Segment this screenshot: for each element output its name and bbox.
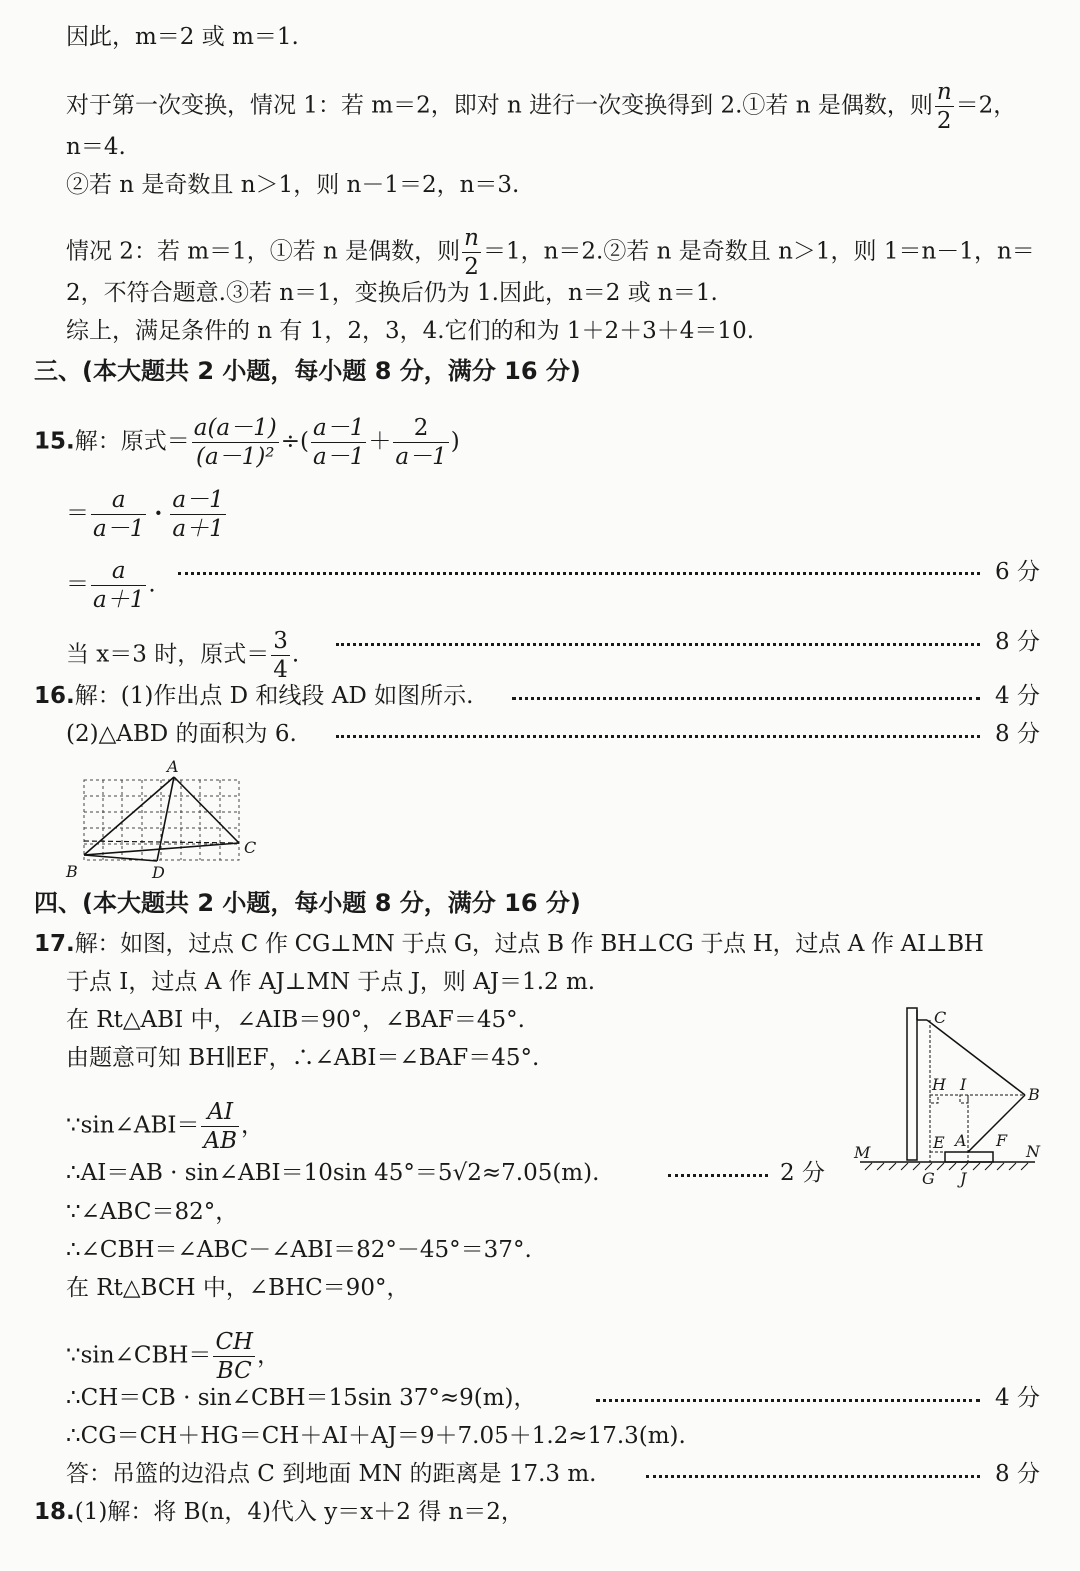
q14-line-4: ②若 n 是奇数且 n＞1，则 n－1＝2，n＝3.: [66, 172, 520, 198]
point-label-b: B: [66, 862, 78, 880]
q17-building-figure: [850, 1000, 1050, 1190]
fraction-denominator: 2: [464, 254, 479, 280]
q16-line-1: [34, 681, 473, 711]
q16-score-2: 8 分: [995, 721, 1040, 747]
comma: ，: [257, 1342, 281, 1369]
fraction-numerator: AI: [201, 1098, 239, 1127]
point-label-f: F: [996, 1131, 1008, 1150]
equals-sign: ＝: [66, 571, 89, 598]
period: .: [291, 641, 300, 668]
q17-score-2: 4 分: [995, 1385, 1040, 1411]
fraction-denominator: a＋1: [93, 587, 145, 613]
q15-line-2: [66, 486, 228, 543]
fraction-numerator: a: [91, 486, 146, 515]
q15-label: 15.: [34, 428, 75, 455]
q16-line-1-text: 解：(1)作出点 D 和线段 AD 如图所示.: [74, 683, 474, 709]
q15-fraction-6: [91, 557, 146, 614]
fraction-numerator: 2: [393, 414, 448, 443]
point-label-m: M: [854, 1143, 871, 1162]
q15-div-sign: ÷(: [280, 428, 310, 455]
q14-fraction-n-over-2-b: [462, 224, 481, 281]
equals-sign: ＝: [66, 500, 89, 527]
fraction-denominator: a－1: [93, 516, 145, 542]
q14-line-5: [66, 224, 1035, 281]
q17-line-7: ∵∠ABC＝82°，: [66, 1199, 239, 1225]
q15-fraction-1: [192, 414, 279, 471]
q15-line-1: [34, 414, 460, 471]
q15-close-paren: ): [450, 428, 460, 455]
q17-score-1: 2 分: [780, 1160, 825, 1186]
q17-line-10: [66, 1328, 280, 1385]
q14-line-2-text: 对于第一次变换，情况 1：若 m＝2，即对 n 进行一次变换得到 2.①若 n 是偶数，则: [66, 92, 933, 119]
point-label-g: G: [922, 1169, 935, 1188]
q17-line-12: ∴CG＝CH＋HG＝CH＋AI＋AJ＝9＋7.05＋1.2≈17.3(m).: [66, 1423, 686, 1449]
fraction-numerator: n: [936, 79, 952, 105]
q17-line-4: 由题意可知 BH∥EF，∴∠ABI＝∠BAF＝45°.: [66, 1045, 540, 1071]
q15-leader-dots-2: [336, 643, 980, 646]
q15-leader-dots-1: [178, 572, 980, 575]
q14-line-6: 2，不符合题意.③若 n＝1，变换后仍为 1.因此，n＝2 或 n＝1.: [66, 280, 718, 306]
fraction-numerator: CH: [215, 1329, 254, 1355]
q18-line-1-text: (1)解：将 B(n，4)代入 y＝x＋2 得 n＝2，: [74, 1499, 524, 1525]
q16-line-2: (2)△ABD 的面积为 6.: [66, 721, 297, 747]
q17-leader-dots-1: [668, 1174, 768, 1177]
fraction-numerator: a－1: [313, 415, 365, 441]
q17-line-8: ∴∠CBH＝∠ABC－∠ABI＝82°－45°＝37°.: [66, 1237, 532, 1263]
q17-line-2: 于点 I，过点 A 作 AJ⊥MN 于点 J，则 AJ＝1.2 m.: [66, 969, 596, 995]
fraction-denominator: a＋1: [172, 516, 224, 542]
comma: ，: [241, 1112, 264, 1139]
section-4-title: 四、(本大题共 2 小题，每小题 8 分，满分 16 分): [34, 889, 581, 917]
q18-label: 18.: [34, 1499, 75, 1525]
point-label-n: N: [1026, 1142, 1040, 1161]
point-label-c: C: [934, 1008, 947, 1027]
q17-line-5: [66, 1098, 264, 1155]
fraction-denominator: 4: [273, 657, 288, 683]
q14-line-5-tail: ＝1，n＝2.②若 n 是奇数且 n＞1，则 1＝n－1，n＝: [482, 238, 1035, 265]
q15-fraction-2: [311, 414, 366, 471]
point-label-h: H: [932, 1075, 946, 1094]
q15-score-1: 6 分: [995, 559, 1040, 585]
q17-line-6: ∴AI＝AB · sin∠ABI＝10sin 45°＝5√2≈7.05(m).: [66, 1160, 600, 1186]
q15-line-4: [66, 627, 299, 684]
q15-fraction-7: [271, 627, 290, 684]
q17-line-9: 在 Rt△BCH 中，∠BHC＝90°，: [66, 1275, 410, 1301]
q17-leader-dots-3: [646, 1475, 980, 1478]
q17-line-1-text: 解：如图，过点 C 作 CG⊥MN 于点 G，过点 B 作 BH⊥CG 于点 H，过点 A 作 AI⊥BH: [74, 931, 984, 957]
ground-hatching: [865, 1163, 1028, 1170]
q15-fraction-4: [91, 486, 146, 543]
q15-line-3: [66, 557, 156, 614]
q17-line-11: ∴CH＝CB · sin∠CBH＝15sin 37°≈9(m)，: [66, 1385, 537, 1411]
q14-line-7: 综上，满足条件的 n 有 1，2，3，4.它们的和为 1＋2＋3＋4＝10.: [66, 318, 755, 344]
building-wall: [907, 1008, 917, 1160]
point-label-j: J: [960, 1169, 967, 1188]
q17-line-5-text: ∵sin∠ABI＝: [66, 1112, 200, 1139]
q17-line-1: [34, 929, 984, 959]
point-label-e: E: [933, 1133, 945, 1152]
q15-plus: ＋: [368, 428, 392, 455]
q14-line-1: 因此，m＝2 或 m＝1.: [66, 24, 299, 50]
q14-line-5-text: 情况 2：若 m＝1，①若 n 是偶数，则: [66, 238, 461, 265]
point-label-d: D: [152, 863, 165, 880]
q17-label: 17.: [34, 931, 75, 957]
q14-line-3: n＝4.: [66, 134, 126, 160]
fraction-numerator: a: [91, 557, 146, 586]
fraction-numerator: a(a－1): [193, 415, 277, 441]
q14-line-2-tail: ＝2，: [955, 92, 1017, 119]
q15-lead: 解：原式＝: [74, 428, 190, 455]
q15-score-2: 8 分: [995, 629, 1040, 655]
q17-line-3: 在 Rt△ABI 中，∠AIB＝90°，∠BAF＝45°.: [66, 1007, 525, 1033]
q16-grid-figure: [60, 755, 270, 880]
q17-fraction-ai-ab: [201, 1098, 239, 1155]
q17-line-13: 答：吊篮的边沿点 C 到地面 MN 的距离是 17.3 m.: [66, 1461, 597, 1487]
fraction-denominator: 2: [936, 108, 952, 134]
fraction-denominator: BC: [216, 1358, 252, 1384]
fraction-denominator: a－1: [395, 444, 447, 470]
point-label-c: C: [244, 838, 257, 857]
section-3-title: 三、(本大题共 2 小题，每小题 8 分，满分 16 分): [34, 357, 581, 385]
q17-leader-dots-2: [596, 1399, 980, 1402]
q17-line-10-text: ∵sin∠CBH＝: [66, 1342, 212, 1369]
q16-score-1: 4 分: [995, 683, 1040, 709]
q17-fraction-ch-bc: [213, 1328, 255, 1385]
q14-fraction-n-over-2: [935, 78, 954, 135]
fraction-numerator: a－1: [172, 487, 224, 513]
q15-fraction-5: [170, 486, 225, 543]
fraction-denominator: a－1: [313, 444, 365, 470]
q14-line-2: [66, 78, 1016, 135]
q18-line-1: [34, 1497, 524, 1527]
point-label-i: I: [960, 1075, 967, 1094]
q17-score-3: 8 分: [995, 1461, 1040, 1487]
base-platform: [945, 1152, 993, 1162]
point-label-a: A: [955, 1131, 967, 1150]
point-label-a: A: [167, 757, 179, 776]
period: .: [148, 571, 156, 598]
q16-label: 16.: [34, 683, 75, 709]
point-label-b: B: [1028, 1085, 1040, 1104]
fraction-numerator: n: [464, 225, 479, 251]
q16-leader-dots-2: [336, 735, 980, 738]
fraction-denominator: (a－1)²: [196, 444, 275, 470]
q15-dot: ·: [154, 499, 163, 527]
q15-line-4-text: 当 x＝3 时，原式＝: [66, 641, 270, 668]
q15-fraction-3: [393, 414, 448, 471]
fraction-numerator: 3: [273, 628, 288, 654]
fraction-denominator: AB: [203, 1128, 237, 1154]
q16-leader-dots-1: [512, 697, 980, 700]
